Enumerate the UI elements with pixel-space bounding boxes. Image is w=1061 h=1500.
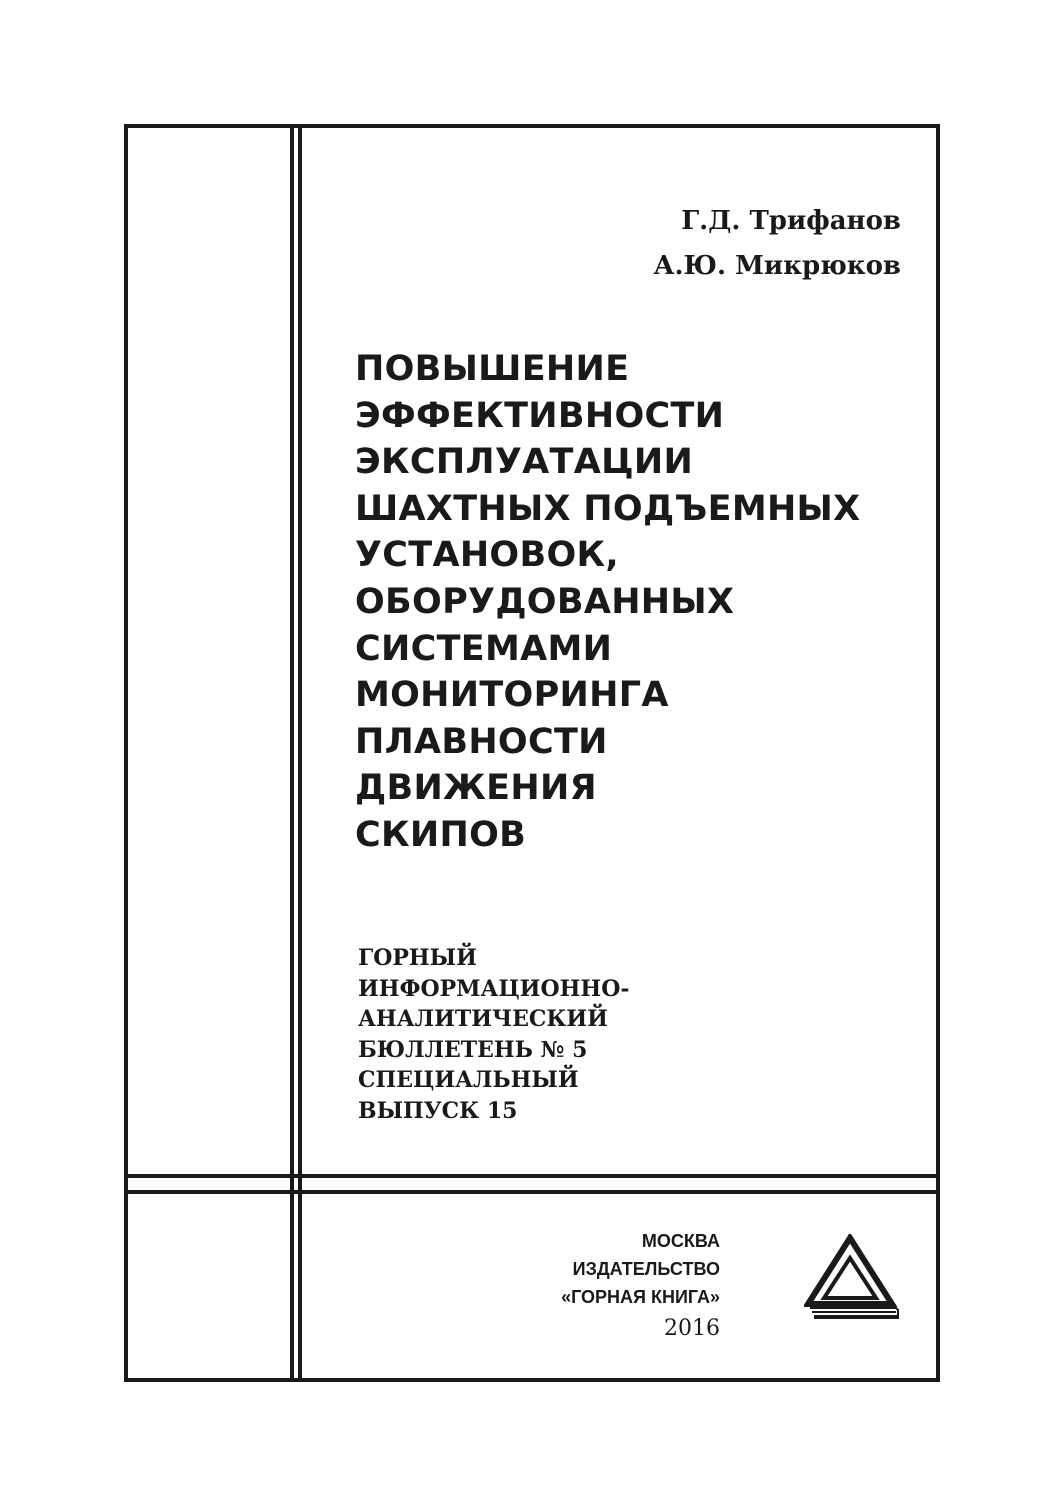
series-line: БЮЛЛЕТЕНЬ № 5 xyxy=(358,1036,588,1063)
title-line: ОБОРУДОВАННЫХ xyxy=(355,581,735,622)
series-line: АНАЛИТИЧЕСКИЙ xyxy=(358,1006,608,1033)
title-line: ДВИЖЕНИЯ xyxy=(355,768,597,809)
series-line: ГОРНЫЙ xyxy=(358,945,477,971)
publisher-block xyxy=(520,1227,720,1343)
title-line: УСТАНОВОК, xyxy=(355,535,620,576)
author-name: А.Ю. Микрюков xyxy=(653,251,901,281)
series-info xyxy=(358,943,778,1127)
title-line: СКИПОВ xyxy=(355,814,527,855)
title-line: ЭКСПЛУАТАЦИИ xyxy=(355,442,694,483)
footer-divider-top xyxy=(124,1174,936,1178)
publisher-city: МОСКВА xyxy=(641,1231,720,1251)
title-line: ШАХТНЫХ ПОДЪЕМНЫХ xyxy=(355,488,861,529)
publisher-name: «ГОРНАЯ КНИГА» xyxy=(561,1287,720,1307)
series-line: ИНФОРМАЦИОННО- xyxy=(358,975,630,1002)
footer-divider-bottom xyxy=(124,1190,936,1194)
title-line: МОНИТОРИНГА xyxy=(355,675,669,716)
book-title xyxy=(355,346,925,859)
title-line: ПЛАВНОСТИ xyxy=(355,721,608,762)
series-line: ВЫПУСК 15 xyxy=(358,1097,518,1124)
author-name: Г.Д. Трифанов xyxy=(681,206,901,236)
title-line: ЭФФЕКТИВНОСТИ xyxy=(355,395,725,436)
series-line: СПЕЦИАЛЬНЫЙ xyxy=(358,1067,579,1094)
title-line: ПОВЫШЕНИЕ xyxy=(355,349,630,389)
publication-year: 2016 xyxy=(664,1316,720,1341)
authors xyxy=(653,199,901,289)
title-line: СИСТЕМАМИ xyxy=(355,628,613,669)
triangle-book-logo-icon xyxy=(804,1234,900,1320)
publisher-house: ИЗДАТЕЛЬСТВО xyxy=(572,1259,720,1279)
